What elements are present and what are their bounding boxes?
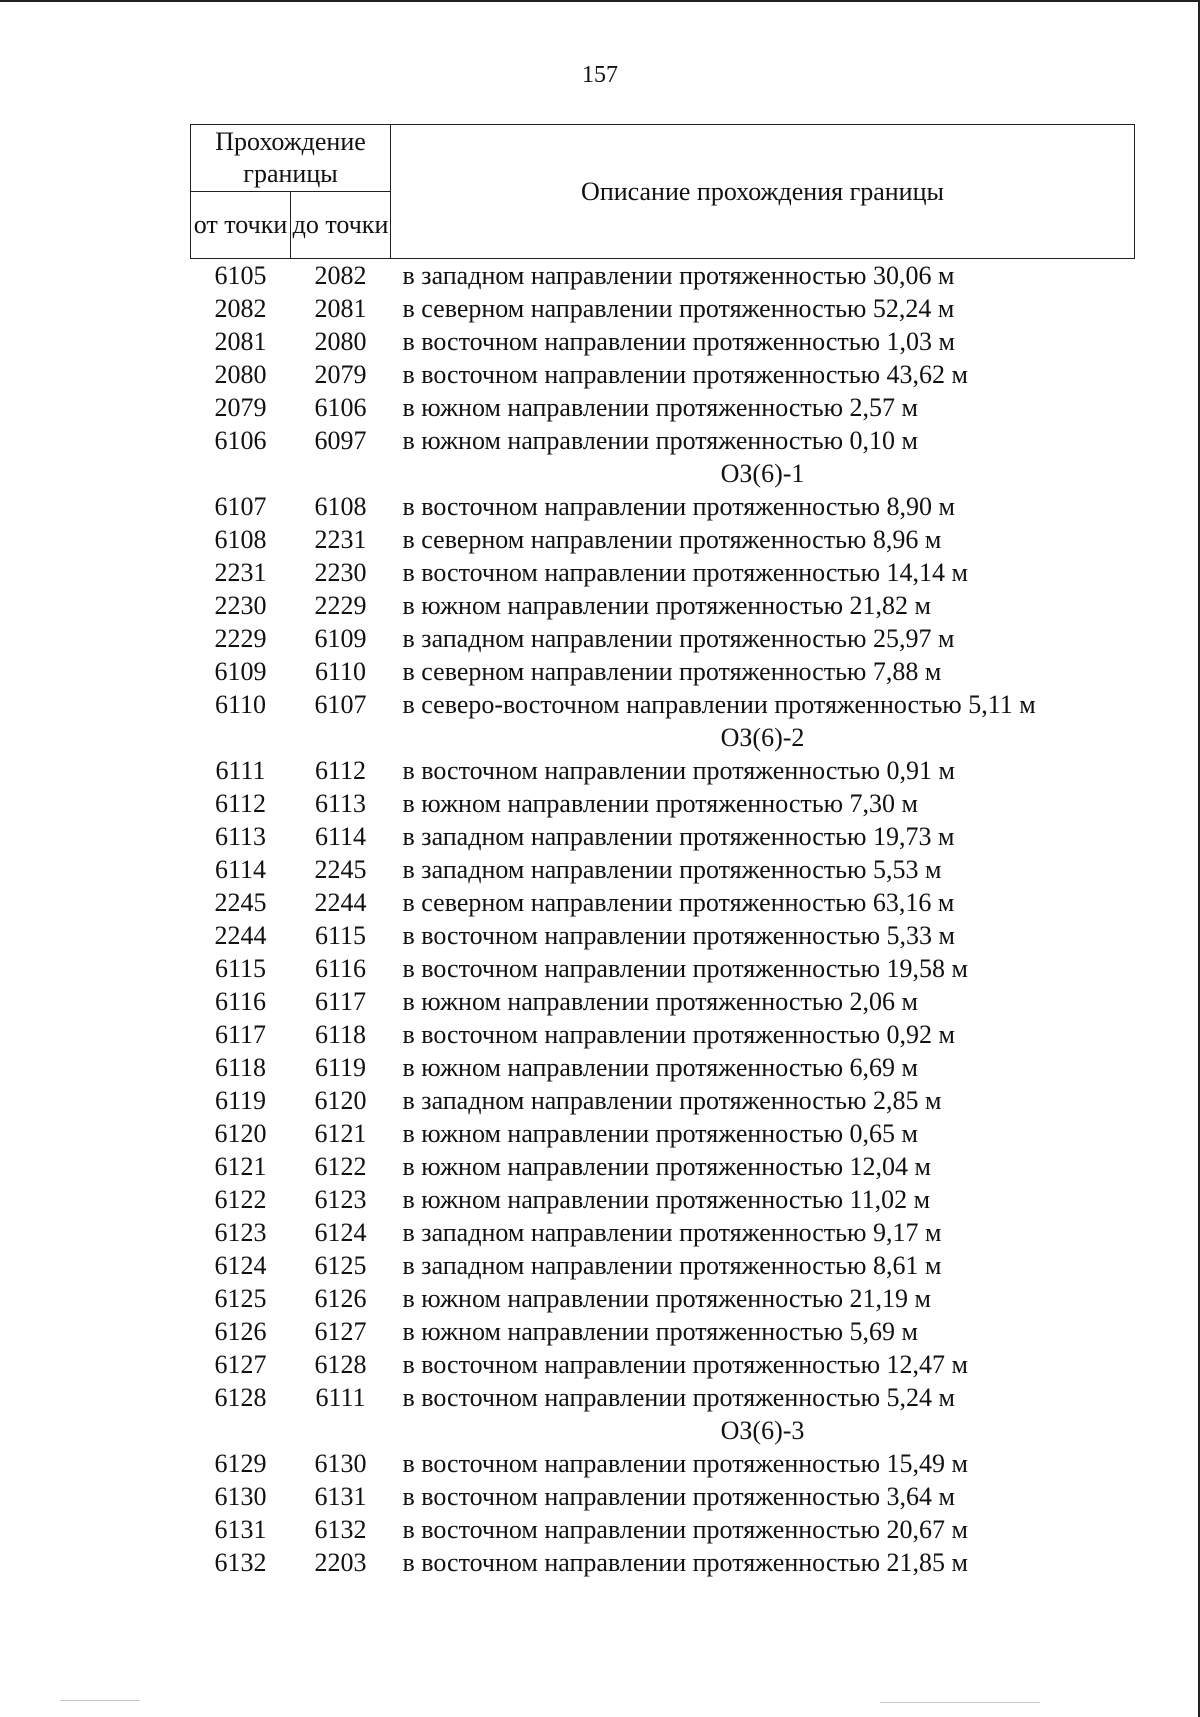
description-cell: в восточном направлении протяженностью 8,90 м: [402, 492, 955, 521]
from-point-cell: 6132: [214, 1548, 267, 1577]
from-point-cell: 6125: [214, 1284, 267, 1313]
description-cell: в западном направлении протяженностью 30,06 м: [402, 261, 955, 290]
from-point-cell: 6131: [214, 1515, 267, 1544]
from-point-cell: 6117: [214, 1020, 267, 1049]
table-row: [191, 985, 1135, 1018]
from-point-cell: 2081: [214, 327, 267, 356]
to-point-cell: 6119: [314, 1053, 367, 1082]
to-point-cell: 6130: [314, 1449, 367, 1478]
to-point-cell: 6108: [314, 492, 367, 521]
to-point-cell: 6116: [314, 954, 367, 983]
scan-noise: [60, 1700, 140, 1701]
from-point-cell: 6111: [215, 756, 266, 785]
table-row: [191, 259, 1135, 293]
table-row: [191, 1315, 1135, 1348]
description-cell: в восточном направлении протяженностью 12,47 м: [402, 1350, 968, 1379]
table-row: [191, 589, 1135, 622]
table-row: [191, 1183, 1135, 1216]
from-point-cell: 6116: [214, 987, 267, 1016]
to-point-cell: 6097: [314, 426, 367, 455]
from-point-cell: 6105: [214, 261, 267, 290]
description-cell: в восточном направлении протяженностью 0,92 м: [402, 1020, 955, 1049]
description-cell: в южном направлении протяженностью 2,06 м: [402, 987, 918, 1016]
table-row: [191, 1348, 1135, 1381]
table-row: [191, 754, 1135, 787]
section-row: [191, 721, 1135, 754]
table-body: [191, 259, 1135, 1580]
table-row: [191, 688, 1135, 721]
description-cell: в южном направлении протяженностью 5,69 м: [402, 1317, 918, 1346]
to-point-cell: 6131: [314, 1482, 367, 1511]
description-cell: в южном направлении протяженностью 21,19 м: [402, 1284, 931, 1313]
to-point-cell: 6123: [314, 1185, 367, 1214]
to-point-cell: 6126: [314, 1284, 367, 1313]
to-point-cell: 2081: [314, 294, 367, 323]
from-point-cell: 6128: [214, 1383, 267, 1412]
header-description: Описание прохождения границы: [391, 125, 1135, 259]
table-row: [191, 1513, 1135, 1546]
description-cell: в южном направлении протяженностью 6,69 м: [402, 1053, 918, 1082]
table-row: [191, 919, 1135, 952]
table-row: [191, 490, 1135, 523]
from-point-cell: 2080: [214, 360, 267, 389]
description-cell: в южном направлении протяженностью 7,30 м: [402, 789, 918, 818]
table-row: [191, 391, 1135, 424]
from-point-cell: 6122: [214, 1185, 267, 1214]
from-point-cell: 6120: [214, 1119, 267, 1148]
from-point-cell: 6127: [214, 1350, 267, 1379]
table-row: [191, 1150, 1135, 1183]
to-point-cell: 6107: [314, 690, 367, 719]
from-point-cell: 6129: [214, 1449, 267, 1478]
description-cell: в западном направлении протяженностью 9,17 м: [402, 1218, 942, 1247]
scan-noise: [880, 1702, 1040, 1703]
to-point-cell: 6112: [314, 756, 367, 785]
to-point-cell: 6125: [314, 1251, 367, 1280]
table-row: [191, 1447, 1135, 1480]
to-point-cell: 6128: [314, 1350, 367, 1379]
to-point-cell: 6121: [314, 1119, 367, 1148]
table-row: [191, 1018, 1135, 1051]
table-row: [191, 523, 1135, 556]
from-point-cell: 6115: [214, 954, 267, 983]
description-cell: в северном направлении протяженностью 8,96 м: [402, 525, 942, 554]
description-cell: в восточном направлении протяженностью 15,49 м: [402, 1449, 968, 1478]
to-point-cell: 6118: [314, 1020, 367, 1049]
description-cell: в западном направлении протяженностью 25,97 м: [402, 624, 955, 653]
header-from-point: от точки: [191, 192, 291, 259]
description-cell: в южном направлении протяженностью 11,02 м: [402, 1185, 931, 1214]
description-cell: в восточном направлении протяженностью 19,58 м: [402, 954, 968, 983]
from-point-cell: 6118: [214, 1053, 267, 1082]
section-row: [191, 1414, 1135, 1447]
to-point-cell: 6111: [315, 1383, 366, 1412]
table-row: [191, 655, 1135, 688]
description-cell: в северном направлении протяженностью 52,24 м: [402, 294, 955, 323]
to-point-cell: 2082: [314, 261, 367, 290]
from-point-cell: 2079: [214, 393, 267, 422]
from-point-cell: 6126: [214, 1317, 267, 1346]
description-cell: в северо-восточном направлении протяженностью 5,11 м: [402, 690, 1036, 719]
from-point-cell: 6124: [214, 1251, 267, 1280]
table-row: [191, 292, 1135, 325]
to-point-cell: 6124: [314, 1218, 367, 1247]
to-point-cell: 6115: [314, 921, 367, 950]
table-row: [191, 1216, 1135, 1249]
header-to-point: до точки: [291, 192, 391, 259]
description-cell: в восточном направлении протяженностью 20,67 м: [402, 1515, 968, 1544]
description-cell: в северном направлении протяженностью 7,88 м: [402, 657, 942, 686]
from-point-cell: 2230: [214, 591, 267, 620]
table-row: [191, 787, 1135, 820]
description-cell: в восточном направлении протяженностью 3,64 м: [402, 1482, 955, 1511]
to-point-cell: 6127: [314, 1317, 367, 1346]
description-cell: в восточном направлении протяженностью 21,85 м: [402, 1548, 968, 1577]
description-cell: в восточном направлении протяженностью 1,03 м: [402, 327, 955, 356]
to-point-cell: 2244: [314, 888, 367, 917]
from-point-cell: 2231: [214, 558, 267, 587]
table-row: [191, 325, 1135, 358]
description-cell: в западном направлении протяженностью 2,85 м: [402, 1086, 942, 1115]
to-point-cell: 2231: [314, 525, 367, 554]
table-row: [191, 820, 1135, 853]
page-number: 157: [582, 62, 618, 88]
to-point-cell: 2230: [314, 558, 367, 587]
to-point-cell: 2080: [314, 327, 367, 356]
section-row: [191, 457, 1135, 490]
table-row: [191, 1249, 1135, 1282]
table-row: [191, 1381, 1135, 1414]
description-cell: в западном направлении протяженностью 19,73 м: [402, 822, 955, 851]
boundary-table: [190, 124, 1135, 1579]
description-cell: в восточном направлении протяженностью 5,24 м: [402, 1383, 955, 1412]
table-row: [191, 1282, 1135, 1315]
to-point-cell: 6132: [314, 1515, 367, 1544]
from-point-cell: 6110: [214, 690, 267, 719]
table-row: [191, 1117, 1135, 1150]
from-point-cell: 6112: [214, 789, 267, 818]
table-row: [191, 622, 1135, 655]
table-row: [191, 358, 1135, 391]
table-row: [191, 556, 1135, 589]
table-row: [191, 1084, 1135, 1117]
scan-edge-top: [0, 0, 1200, 2]
from-point-cell: 6113: [214, 822, 267, 851]
description-cell: в восточном направлении протяженностью 5,33 м: [402, 921, 955, 950]
table-row: [191, 1480, 1135, 1513]
to-point-cell: 2079: [314, 360, 367, 389]
to-point-cell: 6106: [314, 393, 367, 422]
to-point-cell: 6110: [314, 657, 367, 686]
to-point-cell: 2229: [314, 591, 367, 620]
description-cell: в восточном направлении протяженностью 43,62 м: [402, 360, 968, 389]
table-row: [191, 886, 1135, 919]
from-point-cell: 6106: [214, 426, 267, 455]
section-title: ОЗ(6)-3: [720, 1416, 805, 1445]
description-cell: в западном направлении протяженностью 8,61 м: [402, 1251, 942, 1280]
description-cell: в южном направлении протяженностью 12,04 м: [402, 1152, 931, 1181]
to-point-cell: 6114: [314, 822, 367, 851]
from-point-cell: 6119: [214, 1086, 267, 1115]
description-cell: в южном направлении протяженностью 0,10 м: [402, 426, 918, 455]
to-point-cell: 2245: [314, 855, 367, 884]
to-point-cell: 6113: [314, 789, 367, 818]
table-row: [191, 952, 1135, 985]
description-cell: в северном направлении протяженностью 63,16 м: [402, 888, 955, 917]
to-point-cell: 6120: [314, 1086, 367, 1115]
from-point-cell: 6114: [214, 855, 267, 884]
description-cell: в западном направлении протяженностью 5,53 м: [402, 855, 942, 884]
from-point-cell: 6107: [214, 492, 267, 521]
from-point-cell: 2229: [214, 624, 267, 653]
section-title: ОЗ(6)-2: [720, 723, 805, 752]
from-point-cell: 6130: [214, 1482, 267, 1511]
table-row: [191, 424, 1135, 457]
to-point-cell: 2203: [314, 1548, 367, 1577]
to-point-cell: 6109: [314, 624, 367, 653]
from-point-cell: 6121: [214, 1152, 267, 1181]
section-title: ОЗ(6)-1: [720, 459, 805, 488]
description-cell: в южном направлении протяженностью 0,65 м: [402, 1119, 918, 1148]
description-cell: в восточном направлении протяженностью 0,91 м: [402, 756, 955, 785]
from-point-cell: 6109: [214, 657, 267, 686]
description-cell: в восточном направлении протяженностью 14,14 м: [402, 558, 968, 587]
to-point-cell: 6122: [314, 1152, 367, 1181]
table-row: [191, 1546, 1135, 1579]
table-header: [191, 125, 1135, 259]
from-point-cell: 2082: [214, 294, 267, 323]
header-boundary-passage: Прохождение границы: [191, 125, 391, 192]
table-row: [191, 1051, 1135, 1084]
from-point-cell: 2244: [214, 921, 267, 950]
description-cell: в южном направлении протяженностью 21,82 м: [402, 591, 931, 620]
to-point-cell: 6117: [314, 987, 367, 1016]
from-point-cell: 2245: [214, 888, 267, 917]
from-point-cell: 6123: [214, 1218, 267, 1247]
table-row: [191, 853, 1135, 886]
description-cell: в южном направлении протяженностью 2,57 м: [402, 393, 918, 422]
from-point-cell: 6108: [214, 525, 267, 554]
